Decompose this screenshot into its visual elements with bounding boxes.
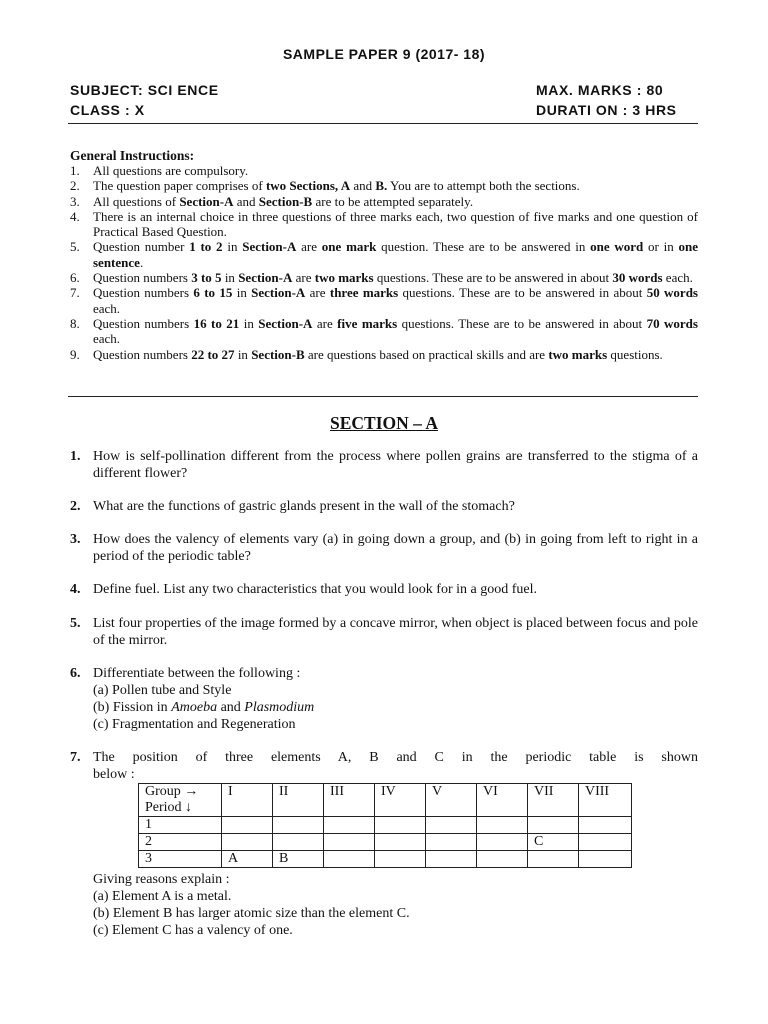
table-row [139, 851, 632, 868]
question-number: 7. [70, 750, 81, 765]
instruction-item [70, 194, 698, 209]
table-cell [375, 851, 426, 868]
table-cell [579, 851, 632, 868]
option-b-and: and [217, 700, 245, 715]
question-text: List four properties of the image formed by a concave mirror, when object is placed between focus and pole of the mirror. [93, 616, 698, 648]
instruction-text: Question numbers 16 to 21 in Section-A are five marks questions. These are to be answered in about 70 words each. [93, 315, 698, 347]
instruction-item [70, 209, 698, 240]
period-cell: 2 [139, 834, 222, 851]
table-cell [528, 851, 579, 868]
group-header: IV [375, 784, 426, 817]
instruction-text: Question number 1 to 2 in Section-A are one mark question. These are to be answered in one word or in one sentence. [93, 239, 698, 270]
question-4 [70, 581, 698, 598]
instruction-number: 1. [70, 163, 80, 178]
table-cell [579, 834, 632, 851]
instruction-text: Question numbers 22 to 27 in Section-B are questions based on practical skills and are two marks questions. [93, 346, 663, 362]
question-text: What are the functions of gastric glands present in the wall of the stomach? [93, 499, 515, 514]
question-text-line-2: below : [93, 767, 135, 782]
instruction-item [70, 285, 698, 316]
table-cell [579, 817, 632, 834]
instruction-number: 4. [70, 208, 80, 224]
table-cell [273, 817, 324, 834]
instruction-item [70, 270, 698, 285]
question-number: 3. [70, 532, 81, 547]
duration-label: DURATI ON : 3 HRS [536, 102, 677, 118]
group-header: V [426, 784, 477, 817]
table-cell: A [222, 851, 273, 868]
class-label: CLASS : X [70, 102, 145, 118]
max-marks-label: MAX. MARKS : 80 [536, 82, 664, 98]
instruction-number: 8. [70, 315, 80, 331]
table-cell [375, 834, 426, 851]
table-cell [324, 817, 375, 834]
instruction-number: 9. [70, 346, 80, 362]
table-cell: B [273, 851, 324, 868]
question-body [93, 749, 698, 783]
instruction-number: 7. [70, 285, 80, 301]
question-7-option-a: (a) Element A is a metal. [93, 889, 232, 904]
group-header: VI [477, 784, 528, 817]
instruction-item [70, 316, 698, 347]
instruction-text: Question numbers 6 to 15 in Section-A are three marks questions. These are to be answered in about 50 words each. [93, 285, 698, 316]
question-7-option-c: (c) Element C has a valency of one. [93, 923, 293, 938]
question-text: Differentiate between the following : [93, 666, 301, 681]
question-7-option-b: (b) Element B has larger atomic size than the element C. [93, 906, 410, 921]
periodic-table [138, 783, 632, 868]
instruction-number: 5. [70, 239, 80, 255]
table-cell [222, 817, 273, 834]
question-3 [70, 531, 698, 565]
period-header-label: Period ↓ [145, 800, 193, 815]
table-cell [324, 851, 375, 868]
table-cell [426, 851, 477, 868]
instruction-item [70, 178, 698, 193]
period-cell: 3 [139, 851, 222, 868]
option-b-term-plasmodium: Plasmodium [244, 700, 315, 715]
option-c: (c) Fragmentation and Regeneration [93, 717, 296, 732]
question-number: 4. [70, 582, 81, 597]
table-row [139, 834, 632, 851]
instruction-text: There is an internal choice in three questions of three marks each, two question of five marks and one question of Practical Based Question. [93, 208, 698, 240]
option-b-prefix: (b) Fission in [93, 700, 172, 715]
question-6 [70, 665, 698, 733]
paper-title: SAMPLE PAPER 9 (2017- 18) [282, 46, 486, 62]
question-2 [70, 498, 698, 515]
table-cell [477, 851, 528, 868]
instruction-text: All questions are compulsory. [93, 163, 249, 178]
period-cell: 1 [139, 817, 222, 834]
question-number: 2. [70, 499, 81, 514]
group-header: VIII [579, 784, 632, 817]
option-b [93, 699, 698, 716]
table-cell [528, 817, 579, 834]
instruction-item [70, 163, 698, 178]
table-cell [426, 817, 477, 834]
question-number: 6. [70, 666, 81, 681]
question-text-line-1: The position of three elements A, B and C in the periodic table is shown [93, 750, 698, 765]
table-cell [477, 834, 528, 851]
instruction-number: 6. [70, 270, 80, 286]
question-text: How does the valency of elements vary (a) in going down a group, and (b) in going from left to right in a period of the periodic table? [93, 532, 698, 564]
instruction-number: 3. [70, 193, 80, 209]
table-cell [477, 817, 528, 834]
table-cell [324, 834, 375, 851]
question-text: How is self-pollination different from the process where pollen grains are transferred to the stigma of a different flower? [93, 449, 698, 481]
question-number: 5. [70, 616, 81, 631]
instruction-item [70, 239, 698, 270]
instructions-heading: General Instructions: [70, 148, 195, 163]
instruction-text: All questions of Section-A and Section-B are to be attempted separately. [93, 193, 474, 209]
group-header: VII [528, 784, 579, 817]
question-7 [70, 749, 698, 783]
instructions-divider [68, 396, 698, 397]
question-7-prompt: Giving reasons explain : [93, 872, 230, 887]
table-cell [222, 834, 273, 851]
group-header: III [324, 784, 375, 817]
instruction-text: Question numbers 3 to 5 in Section-A are two marks questions. These are to be answered in about 30 words each. [93, 270, 693, 286]
table-cell [273, 834, 324, 851]
table-header-row [139, 784, 632, 817]
option-a: (a) Pollen tube and Style [93, 683, 232, 698]
group-header: I [222, 784, 273, 817]
question-1 [70, 448, 698, 482]
question-text: Define fuel. List any two characteristics that you would look for in a good fuel. [93, 582, 537, 597]
group-header-label: Group → [145, 784, 199, 799]
instruction-text: The question paper comprises of two Sections, A and B. You are to attempt both the sections. [93, 178, 580, 194]
table-cell: C [528, 834, 579, 851]
table-cell [375, 817, 426, 834]
question-body [93, 665, 698, 733]
question-number: 1. [70, 449, 81, 464]
subject-label: SUBJECT: SCI ENCE [70, 82, 219, 98]
group-header: II [273, 784, 324, 817]
instruction-number: 2. [70, 178, 80, 194]
instruction-item [70, 347, 698, 362]
option-b-term-amoeba: Amoeba [171, 700, 218, 715]
table-cell [426, 834, 477, 851]
header-divider [68, 123, 698, 124]
group-period-header [139, 784, 222, 817]
section-title: SECTION – A [330, 413, 438, 433]
instructions-list [70, 163, 698, 362]
question-5 [70, 615, 698, 649]
table-row [139, 817, 632, 834]
